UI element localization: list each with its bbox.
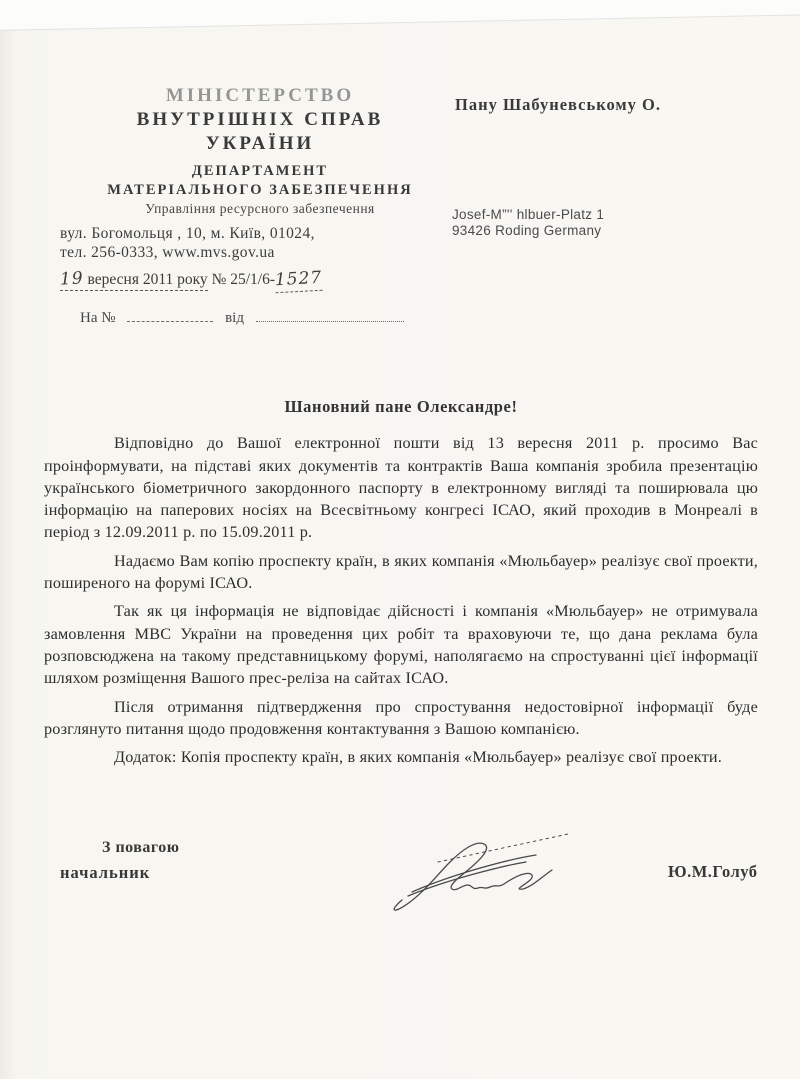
paragraph-inquiry: Відповідно до Вашої електронної пошти від 13 вересня 2011 р. просимо Вас проінформувати, на підставі яких документів та контрактів Ваша компанія зробила презентацію українського біометричного закордонного паспорту в електронному вигляді та поширювала цю інформацію на паперових носіях на Всесвітньому конгресі ІСАО, який проходив в Монреалі в період з 12.09.2011 р. по 15.09.2011 р. [44, 434, 758, 542]
address-street: вул. Богомольця , 10, м. Київ, 01024, [60, 225, 315, 242]
paragraph-prospect-copy: Надаємо Вам копію проспекту країн, в яких компанія «Мюльбауер» реалізує свої проекти, поширеного на форумі ІСАО. [44, 551, 758, 593]
reply-reference-line [80, 308, 412, 327]
signer-name: Ю.М.Голуб [668, 862, 758, 881]
doc-number-prefix: № 25/1/6- [211, 271, 276, 288]
letterhead-department [70, 162, 450, 217]
recipient-city: 93426 Roding Germany [452, 223, 602, 238]
ministry-name-line2: ВНУТРІШНІХ СПРАВ [136, 109, 384, 130]
ministry-name-line1: МІНІСТЕРСТВО [165, 85, 355, 106]
handwritten-doc-number: 1527 [274, 268, 322, 293]
recipient-address [452, 207, 604, 239]
department-line2: МАТЕРІАЛЬНОГО ЗАБЕЗПЕЧЕННЯ [107, 182, 413, 198]
closing-respect: З повагою [102, 839, 180, 856]
blank-underline-number [127, 308, 213, 322]
reply-label-na: На № [80, 310, 116, 326]
letterhead-ministry [70, 84, 450, 156]
date-reference-line [60, 269, 322, 292]
paragraph-further-contact: Після отримання підтвердження про спростування недостовірної інформації буде розглянуто питання щодо продовження контактування з Вашою компанією. [44, 697, 758, 738]
paragraph-refutation-demand: Так як ця інформація не відповідає дійсності і компанія «Мюльбауер» не отримувала замовлення МВС України на проведення цих робіт та враховуючи те, що дана реклама була розповсюджена на такому представницькому форумі, наполягаємо на спростуванні цієї інформації шляхом розміщення Вашого прес-реліза на сайтах ІСАО. [44, 602, 758, 688]
recipient-name: Пану Шабуневському О. [455, 95, 661, 114]
paragraph-attachment: Додаток: Копія проспекту країн, в яких компанія «Мюльбауер» реалізує свої проекти. [114, 748, 722, 767]
letterhead-address [60, 224, 450, 262]
salutation: Шановний пане Олександре! [284, 397, 518, 416]
reply-label-vid: від [225, 310, 244, 326]
division-line: Управління ресурсного забезпечення [145, 201, 375, 216]
date-underlined-group [59, 268, 208, 291]
ministry-name-line3: УКРАЇНИ [205, 133, 315, 154]
address-phone-web: тел. 256-0333, www.mvs.gov.ua [60, 244, 275, 261]
blank-underline-date [256, 308, 404, 322]
scan-edge-artifact [0, 0, 800, 31]
department-line1: ДЕПАРТАМЕНТ [191, 163, 329, 179]
recipient-street: Josef-M”'' hlbuer-Platz 1 [452, 207, 605, 222]
signature-scribble [386, 824, 581, 912]
letter-body [44, 396, 758, 774]
date-month-year: вересня 2011 року [87, 271, 208, 288]
closing-position: начальник [60, 863, 151, 882]
handwritten-day: 19 [59, 268, 85, 290]
